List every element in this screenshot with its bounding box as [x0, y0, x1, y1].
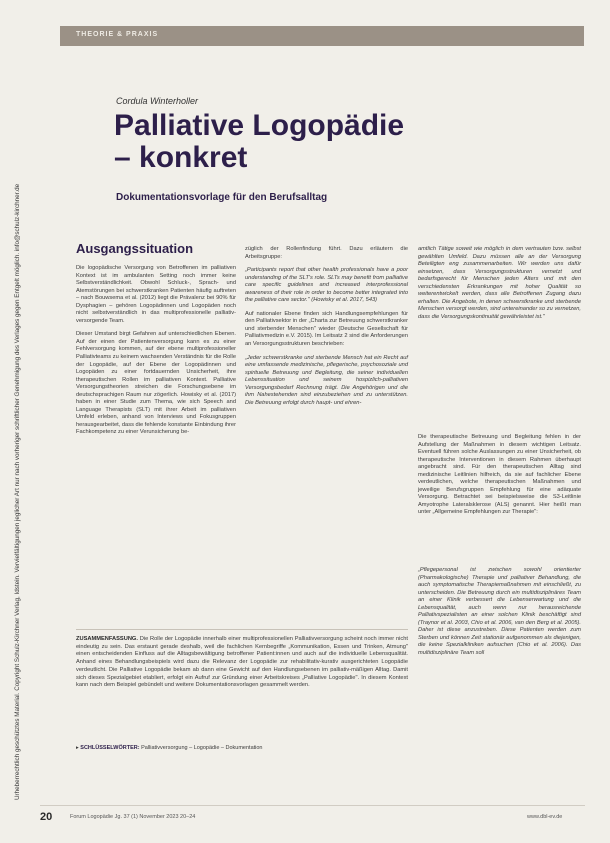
- summary-text: Die Rolle der Logopädie innerhalb einer multiprofessionellen Palliativversorgung scheint noch immer nicht eindeutig zu sein. Das erstaunt gerade deshalb, weil die fachlichen Kernbegriffe „Kommunikation, Essen und Trinken, Atmung" einen entscheidenden Einfluss auf die Alltagsbewältigung betroffener Patient:innen und auch auf die individuelle Lebensqualität. Anhand eines Behandlungsbeispiels wird dazu die Relevanz der Logopädie zur rehabilitativ-kurativ ausgerichteten Logopädie verdeutlicht. Die Palliative Logopädie bekam ab dann eine Gewicht auf den Handlungsebenen im palliativ-mäßigen Alltag. Damit sich dieses Spezialgebiet etabliert, erfolgt ein Aufruf zur Gründung einer Arbeitskreises „Palliative Logopädie". In diesem Kontext kann nach dem Beispiel gebündelt und weitere Dokumentationsvorlagen gesammelt werden.: [76, 636, 408, 689]
- paragraph: züglich der Rollenfindung führt. Dazu erläutern die Arbeitsgruppe:: [245, 246, 408, 260]
- title-line-1: Palliative Logopädie: [114, 109, 405, 142]
- title-line-2: – konkret: [114, 141, 248, 174]
- journal-citation: Forum Logopädie Jg. 37 (1) November 2023 20–24: [70, 814, 196, 820]
- keywords-line: [76, 745, 408, 751]
- paragraph: Auf nationaler Ebene finden sich Handlungsempfehlungen für den Palliativsektor in der „Charta zur Betreuung schwerstkranker und sterbender Menschen" wieder (Deutsche Gesellschaft für Palliativmedizin e.V. 2015). Im Leitsatz 2 sind die Anforderungen an Versorgungsstrukturen beschrieben:: [245, 310, 408, 348]
- section-heading: Ausgangssituation: [76, 241, 194, 256]
- article-subtitle: Dokumentationsvorlage für den Berufsalltag: [116, 192, 328, 203]
- publisher-url[interactable]: www.dbl-ev.de: [527, 814, 563, 820]
- column-3-quote: [418, 567, 581, 664]
- paragraph: Die logopädische Versorgung von Betroffenen im palliativen Kontext ist im ambulanten Setting noch immer keine Selbstverständlichkeit. Obwohl Schluck-, Sprach- und Atemstörungen bei schwerstkranken Patienten häufig auftreten – nach Bouwsema et al. (2012) liegt die Prävalenz bei 90% für Dysphagien – gehören Logopädinnen und Logopäden noch nicht selbstverständlich in das multiprofessionelle palliativ-versorgende Team.: [76, 265, 236, 324]
- column-3-paragraph: [418, 434, 581, 523]
- summary-box: [76, 636, 408, 690]
- paragraph: Dieser Umstand birgt Gefahren auf unterschiedlichen Ebenen. Auf der einen der Patientenversorgung kann es zu einer Fehlversorgung kommen, auf der ebene multiprofessioneller Palliativteams zu keinem wachsenden Verständnis für die Rolle der Logopädie, auf der Ebene der Logopädinnen und Logopäden zu einer fortdauernden Unsicherheit, ihre therapeutischen Rollen im palliativen Kontext. Palliative Versorgungstheorien streichen die Forschungsebene im deutschsprachigen Raum nur zögerlich. Howisky et al. (2017) haben in einer Studie zum Thema, wie sich Speech and Language Therapists (SLT) mit ihrer Arbeit im palliativen Umfeld erleben, anhand von Interviews und Fokusgruppen herausgearbeitet, dass die fehlende konstante Einbindung ihrer Fachkompetenz zu einer Verunsicherung be-: [76, 331, 236, 436]
- copyright-notice: Urheberrechtlich geschütztes Material. Copyright Schulz-Kirchner Verlag, Idstein. Vervielfältigungen jeglicher Art nur nach vorheriger schriftlicher Genehmigung des Verlages gegen Entgelt möglich. info@schulz-kirchner.de: [14, 183, 21, 800]
- quote: amtlich Tätige soweit wie möglich in dem vertrauten bzw. selbst gewählten Umfeld. Dazu müssen alle an der Versorgung Beteiligten eng zusammenarbeiten. Wir werden uns dafür einsetzen, dass Versorgungsstrukturen vernetzt und bedarfsgerecht für Menschen jeden Alters und mit den verschiedensten Erkrankungen mit hoher Qualität so weiterentwickelt werden, dass alle Betroffenen Zugang dazu erhalten. Die Angebote, in denen schwerstkranke und sterbende Menschen versorgt werden, sind untereinander so zu vernetzen, dass die Versorgungskontinuität gewährleistet ist.": [418, 246, 581, 320]
- keywords-label: SCHLÜSSELWÖRTER:: [80, 745, 140, 751]
- keywords-icon: ▸: [76, 745, 81, 751]
- column-1: [76, 265, 236, 443]
- copyright-sidebar: [14, 40, 24, 800]
- quote: „Jeder schwerstkranke und sterbende Mensch hat ein Recht auf eine umfassende medizinische, pflegerische, psychosoziale und spirituelle Betreuung und Begleitung, die seiner individuellen Lebenssituation und seinem hospizlich-palliativen Versorgungsbedarf Rechnung trägt. Die Angehörigen und die ihm Nahestehenden sind einzubeziehen und zu unterstützen. Die Betreuung erfolgt durch haupt- und ehren-: [245, 354, 408, 406]
- column-3: [418, 246, 581, 327]
- keywords-text: Palliativversorgung – Logopädie – Dokumentation: [141, 745, 263, 751]
- summary-divider: [76, 629, 408, 630]
- section-label: THEORIE & PRAXIS: [76, 31, 159, 38]
- footer-rule: [40, 805, 585, 806]
- paragraph: Die therapeutische Betreuung und Begleitung fehlen in der Aufstellung der Maßnahmen in diesem wichtigen Leitsatz. Eventuell führen solche Auslassungen zu einer Unsicherheit, ob therapeutische Interventionen in diesem Rahmen überhaupt angebracht sind. Für den therapeutischen Alltag sind medizinische Leitlinien hilfreich, da sie auf fachlicher Ebene verdeutlichen, welche therapeutischen Maßnahmen und jeweilige Berufsgruppen Empfehlung für eine adäquate Versorgung. Betrachtet sei beispielsweise die S3-Leitlinie Amyotrophe Lateralsklerose (ALS) genannt. Hier heißt man unter „Allgemeine Empfehlungen zur Therapie":: [418, 434, 581, 516]
- article-title: [114, 110, 494, 174]
- author-name: Cordula Winterholler: [116, 96, 198, 106]
- quote: „Pflegepersonal ist zwischen sowohl orientierter (Pharmakologische) Therapie und palliativer Behandlung, die auch symptomatische Therapiemaßnahmen mit einschließt, zu unterscheiden. Die Betreuung durch ein multidisziplinäres Team an einer Klinik verbessert die Lebenserwartung und die Lebensqualität, auch wenn nur herausreichende Palliativspezialisten an einer solchen Klinik beschäftigt sind (Traynor et al. 2003, Chio et al. 2006, van den Berg et al. 2005). Daher ist diese anzustreben. Diese Patienten werden zum Sterben und können Zeit stationär aufgenommen als diejenigen, die keine Spezialkliniken aufsuchen (Chio et al. 2006). Das multidisziplinäre Team soll: [418, 567, 581, 657]
- page-number: 20: [40, 811, 53, 823]
- section-header-bar: [60, 26, 584, 46]
- quote: „Participants report that other health professionals have a poor understanding of the SLT's role. SLTs may benefit from palliative care specific guidelines and increased interprofessional awareness of their role in order to become better integrated into the palliative care sector." (Howisky et al. 2017, 543): [245, 267, 408, 304]
- column-2: [245, 246, 408, 413]
- summary-label: ZUSAMMENFASSUNG.: [76, 636, 138, 642]
